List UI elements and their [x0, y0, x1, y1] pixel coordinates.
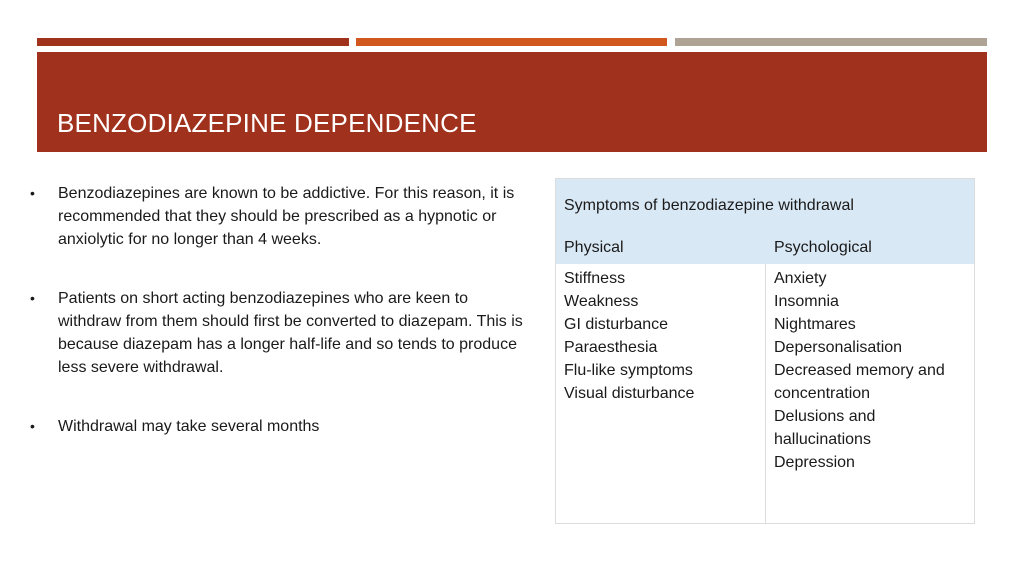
bullet-dot-icon: • [30, 418, 35, 434]
bullet-item [30, 287, 530, 379]
psychological-symptoms-list [774, 267, 974, 474]
list-item: Insomnia [774, 293, 839, 310]
bullet-dot-icon: • [30, 185, 35, 201]
column-header-psychological: Psychological [774, 239, 872, 256]
column-divider [765, 264, 766, 524]
list-item: Decreased memory and concentration [774, 362, 945, 402]
bullet-text: Patients on short acting benzodiazepines who are keen to withdraw from them should first be converted to diazepam. This is because diazepam has a longer half-life and so tends to produce less severe withdrawal. [58, 290, 523, 376]
list-item: GI disturbance [564, 316, 669, 333]
list-item: Paraesthesia [564, 339, 658, 356]
list-item: Nightmares [774, 316, 856, 333]
list-item: Weakness [564, 293, 639, 310]
bullet-text: Withdrawal may take several months [58, 418, 320, 435]
bullet-list [30, 182, 530, 474]
bullet-item [30, 415, 530, 438]
list-item: Flu-like symptoms [564, 362, 693, 379]
title-band [37, 52, 987, 152]
list-item: Anxiety [774, 270, 827, 287]
list-item: Depression [774, 454, 855, 471]
accent-bar-orange [356, 38, 667, 46]
list-item: Stiffness [564, 270, 626, 287]
accent-bar-dark-red [37, 38, 349, 46]
bullet-item [30, 182, 530, 251]
list-item: Visual disturbance [564, 385, 695, 402]
bullet-dot-icon: • [30, 290, 35, 306]
bullet-text: Benzodiazepines are known to be addictive. For this reason, it is recommended that they should be prescribed as a hypnotic or anxiolytic for no longer than 4 weeks. [58, 185, 515, 248]
accent-bar-taupe [675, 38, 987, 46]
list-item: Delusions and hallucinations [774, 408, 876, 448]
column-header-physical: Physical [564, 239, 624, 256]
symptoms-table [555, 178, 975, 524]
physical-symptoms-list [564, 267, 759, 405]
table-caption: Symptoms of benzodiazepine withdrawal [564, 197, 854, 214]
slide-title: BENZODIAZEPINE DEPENDENCE [57, 108, 477, 138]
table-header [556, 179, 974, 264]
list-item: Depersonalisation [774, 339, 903, 356]
